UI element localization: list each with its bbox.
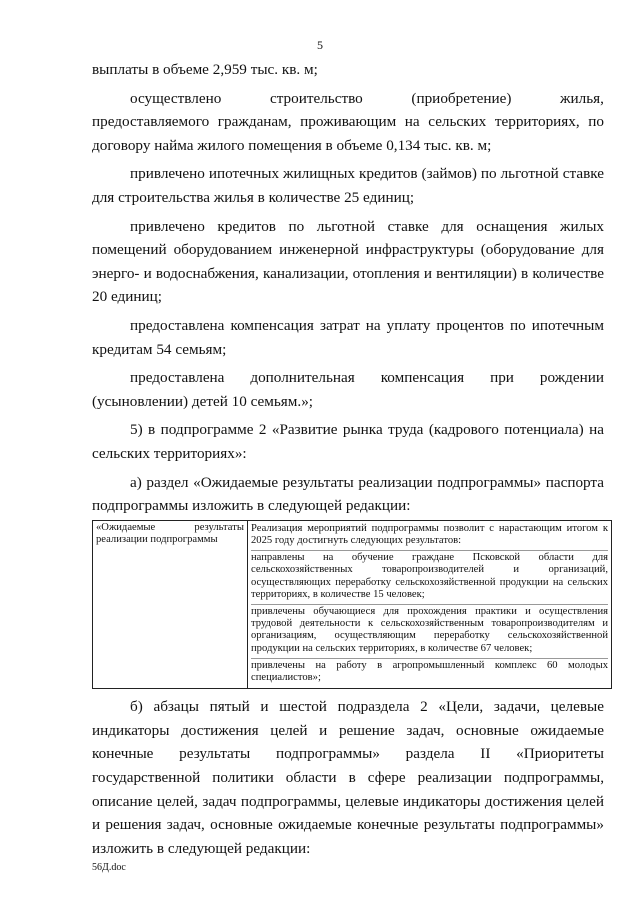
- paragraph-5: предоставлена компенсация затрат на уплату процентов по ипотечным кредитам 54 семьям;: [92, 316, 604, 358]
- results-table: [92, 520, 612, 689]
- table-cell-label: [93, 520, 248, 688]
- paragraph-9: б) абзацы пятый и шестой подраздела 2 «Цели, задачи, целевые индикаторы достижения целей и решение задач, основные ожидаемые конечные результаты подпрограммы» раздела II «Приоритеты государственной политики области в сфере реализации подпрограммы, описание целей, задач подпрограммы, целевые индикаторы достижения целей и решения задач, основные ожидаемые конечные результаты подпрограммы» изложить в следующей редакции:: [92, 698, 604, 857]
- paragraph-4: привлечено кредитов по льготной ставке для оснащения жилых помещений оборудованием инженерной инфраструктуры (оборудование для энерго- и водоснабжения, канализации, отопления и вентиляции) в количестве 20 единиц;: [92, 217, 604, 306]
- word: дополнительная: [250, 369, 355, 387]
- word: предоставлена: [130, 369, 225, 387]
- table-row: [93, 520, 612, 688]
- page-number: 5: [317, 38, 323, 52]
- table-item: привлечены обучающиеся для прохождения практики и осуществления трудовой деятельности к сельскохозяйственным товаропроизводителям и организациям, осуществляющим переработку сельскохозяйственной продукции на сельских территориях, в количестве 67 человек;: [251, 605, 608, 659]
- paragraph-7: 5) в подпрограмме 2 «Развитие рынка труда (кадрового потенциала) на сельских территориях»:: [92, 421, 604, 462]
- table-item: направлены на обучение граждане Псковской области для сельскохозяйственных товаропроизводителей и организаций, осуществляющих переработку сельскохозяйственной продукции на сельских территориях, в количестве 15 человек;: [251, 551, 608, 605]
- word: осуществлено: [130, 89, 222, 107]
- paragraph-1: выплаты в объеме 2,959 тыс. кв. м;: [92, 61, 318, 78]
- file-name: 56Д.doc: [92, 862, 126, 873]
- paragraph-2-first-line: [92, 87, 604, 111]
- paragraph-2-rest: предоставляемого гражданам, проживающим на сельских территориях, по договору найма жилого помещения в объеме 0,134 тыс. кв. м;: [92, 113, 604, 154]
- table-item: Реализация мероприятий подпрограммы позволит с нарастающим итогом к 2025 году достигнуть следующих результатов:: [251, 522, 608, 551]
- table-cell-content: [248, 520, 612, 688]
- paragraph-3: привлечено ипотечных жилищных кредитов (займов) по льготной ставке для строительства жилья в количестве 25 единиц;: [92, 165, 604, 206]
- word: жилья,: [560, 89, 604, 107]
- paragraph-6-first-line: [92, 366, 604, 390]
- document-body: [92, 58, 608, 860]
- table-label-text: «Ожидаемые результаты реализации подпрограммы: [96, 521, 244, 545]
- word: рождении: [539, 369, 604, 387]
- table-item: привлечены на работу в агропромышленный комплекс 60 молодых специалистов»;: [251, 659, 608, 683]
- word: (приобретение): [411, 89, 512, 107]
- paragraph-6-rest: (усыновлении) детей 10 семьям.»;: [92, 392, 314, 410]
- word: при: [490, 369, 514, 387]
- word: компенсация: [380, 369, 465, 387]
- word: строительство: [269, 89, 363, 107]
- paragraph-8: а) раздел «Ожидаемые результаты реализации подпрограммы» паспорта подпрограммы изложить в следующей редакции:: [92, 473, 604, 515]
